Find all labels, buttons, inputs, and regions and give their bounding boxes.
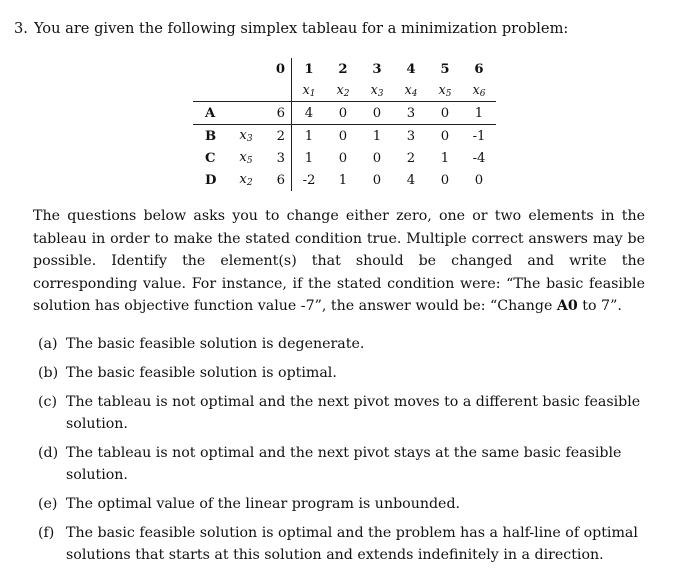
item-label: (b) (38, 365, 59, 381)
table-cell: 3 (406, 128, 416, 144)
example-cell-reference: A0 (556, 298, 578, 315)
column-index: 2 (338, 61, 348, 77)
rhs-cell: 3 (263, 147, 292, 169)
table-cell: 0 (474, 172, 484, 188)
row-label: D (205, 172, 217, 188)
variable-name: $x_6$ (472, 82, 486, 99)
column-index: 6 (474, 61, 484, 77)
table-row-b (193, 125, 496, 148)
list-item (38, 442, 648, 486)
column-index: 4 (406, 61, 416, 77)
variable-name: $x_5$ (438, 82, 452, 99)
question-header (14, 20, 568, 37)
column-index: 1 (304, 61, 314, 77)
table-cell: 0 (440, 172, 450, 188)
table-cell: 1 (338, 172, 348, 188)
variable-name: $x_4$ (404, 82, 418, 99)
question-text: You are given the following simplex tableau for a minimization problem: (33, 20, 569, 37)
rhs-cell: 2 (263, 125, 292, 148)
table-cell: 1 (462, 102, 496, 125)
variable-name-row (193, 80, 496, 102)
table-cell: 1 (372, 128, 382, 144)
column-index-row (193, 58, 496, 80)
table-cell: 0 (326, 102, 360, 125)
table-cell: 0 (338, 128, 348, 144)
list-item (38, 333, 648, 355)
table-row-d (193, 169, 496, 191)
item-text: The basic feasible solution is optimal. (66, 365, 337, 381)
basis-variable: $x_3$ (239, 128, 253, 144)
item-text: The basic feasible solution is degenerate. (66, 336, 365, 352)
rhs-cell: 6 (263, 102, 292, 125)
table-cell: 0 (372, 150, 382, 166)
table-cell: 4 (406, 172, 416, 188)
basis-variable: $x_5$ (239, 150, 253, 166)
row-label: B (205, 128, 217, 144)
table-cell: 0 (372, 172, 382, 188)
item-label: (d) (38, 445, 59, 461)
table-cell: 0 (360, 102, 394, 125)
item-label: (f) (38, 525, 55, 541)
table-cell: 0 (440, 128, 450, 144)
item-text: The basic feasible solution is optimal and the problem has a half-line of optimal solutions that starts at this solution and extends indefinitely in a direction. (66, 525, 638, 563)
variable-name: $x_2$ (336, 82, 350, 99)
table-cell: 0 (428, 102, 462, 125)
table-cell: -4 (472, 150, 486, 166)
table-row-c (193, 147, 496, 169)
list-item (38, 362, 648, 384)
variable-name: $x_1$ (302, 82, 316, 99)
list-item (38, 522, 648, 566)
table-cell: 0 (338, 150, 348, 166)
instructions-paragraph: The questions below asks you to change either zero, one or two elements in the tableau in order to make the stated condition true. Multiple correct answers may be possible. Identify the element(s) that should be changed and write the corresponding value. For instance, if the stated condition were: “The basic feasible solution has objective function value -7”, the answer would be: “Change A0 to 7”. (33, 208, 645, 315)
basis-variable: $x_2$ (239, 172, 253, 188)
table-row-a (193, 102, 496, 125)
column-index: 3 (372, 61, 382, 77)
item-text: The optimal value of the linear program is unbounded. (66, 496, 461, 512)
rhs-cell: 6 (263, 169, 292, 191)
simplex-tableau (193, 58, 496, 191)
table-cell: 3 (394, 102, 428, 125)
question-number: 3. (14, 20, 28, 37)
table-cell: 1 (440, 150, 450, 166)
sub-questions-list (38, 333, 648, 573)
table-cell: -1 (472, 128, 486, 144)
item-label: (c) (38, 394, 58, 410)
table-cell: 4 (292, 102, 327, 125)
row-label: A (193, 102, 229, 125)
item-text: The tableau is not optimal and the next pivot stays at the same basic feasible solution. (66, 445, 622, 483)
list-item (38, 493, 648, 515)
table-cell: 2 (406, 150, 416, 166)
table-cell: 1 (304, 150, 314, 166)
list-item (38, 391, 648, 435)
table-cell: -2 (302, 172, 316, 188)
item-label: (e) (38, 496, 58, 512)
item-label: (a) (38, 336, 58, 352)
table-cell: 1 (304, 128, 314, 144)
variable-name: $x_3$ (370, 82, 384, 99)
row-label: C (205, 150, 216, 166)
item-text: The tableau is not optimal and the next pivot moves to a different basic feasible solution. (66, 394, 641, 432)
column-index: 0 (263, 58, 292, 80)
column-index: 5 (440, 61, 450, 77)
